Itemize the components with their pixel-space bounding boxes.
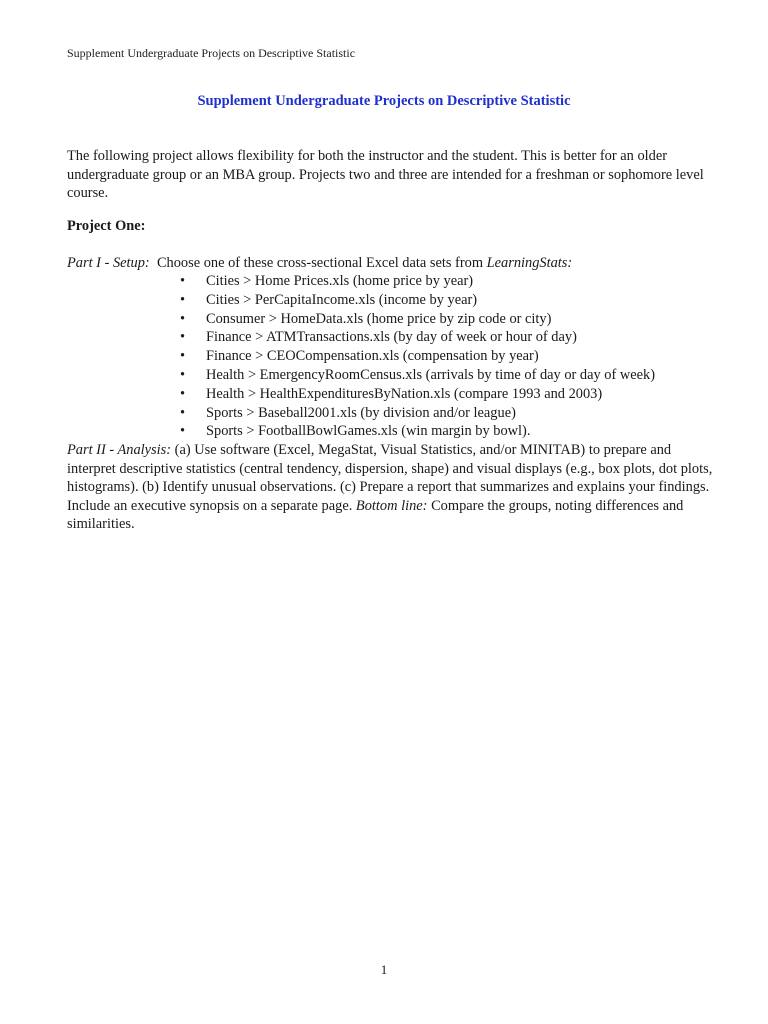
dataset-list-item (0, 422, 768, 441)
bullet-icon: • (180, 385, 186, 402)
document-title: Supplement Undergraduate Projects on Descriptive Statistic (197, 93, 571, 109)
bullet-icon: • (180, 423, 186, 440)
project-one-heading: Project One: (67, 218, 146, 234)
dataset-item-text: Finance > CEOCompensation.xls (compensation by year) (206, 348, 539, 365)
bullet-icon: • (180, 404, 186, 421)
part-one-label: Part I - Setup: (67, 255, 150, 271)
bottom-line-label: Bottom line: (355, 497, 428, 514)
dataset-list-item (0, 310, 768, 329)
dataset-list-item (0, 385, 768, 404)
bullet-icon: • (180, 310, 186, 327)
page-number: 1 (380, 962, 388, 977)
dataset-list (0, 272, 768, 441)
dataset-item-text: Cities > PerCapitaIncome.xls (income by year) (206, 291, 478, 308)
bullet-icon: • (180, 291, 186, 308)
dataset-item-text: Cities > Home Prices.xls (home price by year) (206, 273, 474, 289)
bullet-icon: • (180, 273, 186, 289)
bullet-icon: • (180, 366, 186, 383)
part-two-analysis (67, 441, 717, 534)
part-two-label: Part II - Analysis: (67, 442, 172, 458)
part-one-source: LearningStats: (486, 255, 573, 271)
dataset-item-text: Sports > Baseball2001.xls (by division and/or league) (206, 404, 516, 421)
running-header: Supplement Undergraduate Projects on Descriptive Statistic (67, 46, 356, 60)
bullet-icon: • (180, 329, 186, 346)
dataset-list-item (0, 366, 768, 385)
dataset-list-item (0, 328, 768, 347)
dataset-item-text: Finance > ATMTransactions.xls (by day of week or hour of day) (206, 329, 577, 346)
dataset-list-item (0, 272, 768, 291)
dataset-list-item (0, 404, 768, 423)
part-one-text: Choose one of these cross-sectional Excel data sets from (156, 255, 484, 271)
dataset-item-text: Health > EmergencyRoomCensus.xls (arrivals by time of day or day of week) (206, 366, 656, 383)
part-two-text: (a) Use software (Excel, MegaStat, Visual Statistics, and/or MINITAB) to prepare and interpret descriptive statistics (central tendency, dispersion, shape) and visual displays (e.g., box plots, dot plots, histograms). (b) Identify unusual observations. (c) Prepare a report that summarizes and explains your findings. Include an executive synopsis on a separate page. (67, 442, 713, 514)
intro-paragraph: The following project allows flexibility for both the instructor and the student. This is better for an older undergraduate group or an MBA group. Projects two and three are intended for a freshman or sophomore level course. (67, 148, 704, 201)
part-one-setup (67, 254, 572, 273)
dataset-item-text: Sports > FootballBowlGames.xls (win margin by bowl). (206, 423, 531, 440)
bullet-icon: • (180, 348, 186, 365)
dataset-item-text: Health > HealthExpendituresByNation.xls (compare 1993 and 2003) (206, 385, 603, 402)
bottom-line-text: Compare the groups, noting differences and similarities. (67, 497, 684, 532)
dataset-list-item (0, 347, 768, 366)
dataset-item-text: Consumer > HomeData.xls (home price by zip code or city) (206, 310, 552, 327)
dataset-list-item (0, 291, 768, 310)
